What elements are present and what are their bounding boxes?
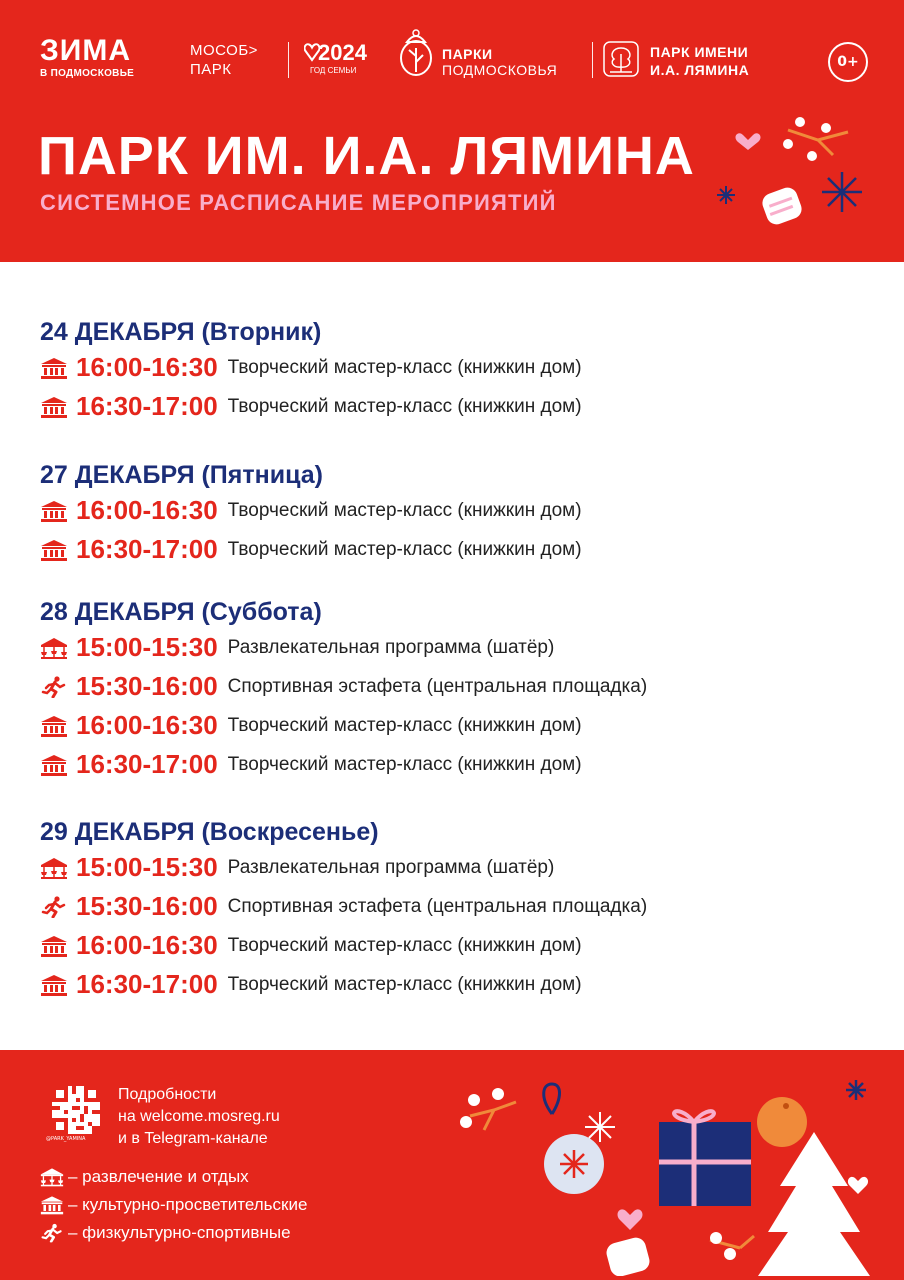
event-time: 15:00-15:30	[76, 632, 218, 662]
footer-banner	[0, 1050, 904, 1280]
logo-park-line1: ПАРК ИМЕНИ	[650, 44, 749, 60]
museum-icon	[40, 539, 68, 561]
event-item	[40, 706, 647, 745]
event-description: Творческий мастер-класс (книжкин дом)	[227, 538, 582, 560]
event-time: 16:30-17:00	[76, 749, 218, 779]
event-description: Творческий мастер-класс (книжкин дом)	[227, 753, 582, 775]
schedule-day-24	[40, 316, 582, 426]
event-item	[40, 745, 647, 784]
legend-text: – развлечение и отдых	[68, 1167, 249, 1186]
event-description: Развлекательная программа (шатёр)	[227, 856, 555, 878]
logo-zima-sub: В ПОДМОСКОВЬЕ	[40, 68, 135, 79]
legend-text: – культурно-просветительские	[68, 1195, 308, 1214]
logo-mosobpark-line1: МОСОБ>	[190, 42, 258, 59]
page-subtitle: СИСТЕМНОЕ РАСПИСАНИЕ МЕРОПРИЯТИЙ	[40, 190, 557, 215]
event-item	[40, 491, 582, 530]
event-time: 15:30-16:00	[76, 671, 218, 701]
page-title: ПАРК ИМ. И.А. ЛЯМИНА	[38, 126, 695, 186]
schedule-day-28	[40, 596, 647, 784]
qr-caption: @PARK_YAMINA	[46, 1136, 86, 1142]
museum-icon	[40, 974, 68, 996]
event-item	[40, 848, 647, 887]
schedule-day-27	[40, 459, 582, 569]
event-item	[40, 348, 582, 387]
footer-info	[118, 1084, 280, 1150]
museum-icon	[40, 754, 68, 776]
runner-icon	[40, 896, 68, 918]
carousel-icon	[40, 1167, 64, 1187]
legend-item-culture	[40, 1192, 307, 1218]
divider	[288, 42, 289, 78]
museum-icon	[40, 357, 68, 379]
legend-text: – физкультурно-спортивные	[68, 1223, 291, 1242]
day-title: 24 ДЕКАБРЯ (Вторник)	[40, 318, 322, 346]
logo-park-line2: И.А. ЛЯМИНА	[650, 62, 750, 78]
event-item	[40, 926, 647, 965]
qr-code[interactable]	[52, 1086, 100, 1134]
event-time: 16:30-17:00	[76, 969, 218, 999]
logo-2024: 2024	[318, 40, 367, 65]
day-title: 28 ДЕКАБРЯ (Суббота)	[40, 598, 322, 626]
day-title: 29 ДЕКАБРЯ (Воскресенье)	[40, 818, 379, 846]
day-title: 27 ДЕКАБРЯ (Пятница)	[40, 461, 323, 489]
logo-parki-line2: ПОДМОСКОВЬЯ	[442, 62, 558, 78]
footer-info-link[interactable]: на welcome.mosreg.ru	[118, 1108, 280, 1125]
event-time: 16:00-16:30	[76, 495, 218, 525]
event-description: Творческий мастер-класс (книжкин дом)	[227, 714, 582, 736]
event-item	[40, 965, 647, 1004]
event-description: Развлекательная программа (шатёр)	[227, 636, 555, 658]
header-banner	[0, 0, 904, 262]
event-description: Спортивная эстафета (центральная площадка)	[227, 895, 648, 917]
museum-icon	[40, 396, 68, 418]
event-time: 16:00-16:30	[76, 710, 218, 740]
logo-2024-sub: ГОД СЕМЬИ	[310, 66, 357, 75]
event-description: Творческий мастер-класс (книжкин дом)	[227, 934, 582, 956]
carousel-icon	[40, 857, 68, 879]
runner-icon	[40, 1223, 64, 1243]
qr-code-icon	[52, 1086, 100, 1134]
museum-icon	[40, 1195, 64, 1215]
museum-icon	[40, 500, 68, 522]
event-description: Творческий мастер-класс (книжкин дом)	[227, 356, 582, 378]
event-description: Творческий мастер-класс (книжкин дом)	[227, 973, 582, 995]
event-item	[40, 887, 647, 926]
logo-zima: ЗИМА	[40, 34, 132, 67]
event-item	[40, 387, 582, 426]
carousel-icon	[40, 637, 68, 659]
event-description: Творческий мастер-класс (книжкин дом)	[227, 395, 582, 417]
event-description: Творческий мастер-класс (книжкин дом)	[227, 499, 582, 521]
event-time: 16:00-16:30	[76, 352, 218, 382]
winter-decoration-icon	[708, 110, 868, 230]
event-item	[40, 530, 582, 569]
footer-info-line: и в Telegram-канале	[118, 1130, 268, 1147]
legend-item-entertainment	[40, 1164, 249, 1190]
event-time: 16:30-17:00	[76, 534, 218, 564]
event-time: 15:00-15:30	[76, 852, 218, 882]
event-description: Спортивная эстафета (центральная площадка)	[227, 675, 648, 697]
age-rating-badge: 0+	[828, 42, 868, 82]
park-emblem-icon	[602, 40, 640, 78]
logo-parki-line1: ПАРКИ	[442, 46, 493, 62]
logo-mosobpark-line2: ПАРК	[190, 61, 232, 78]
event-time: 15:30-16:00	[76, 891, 218, 921]
event-item	[40, 667, 647, 706]
event-time: 16:30-17:00	[76, 391, 218, 421]
event-time: 16:00-16:30	[76, 930, 218, 960]
parki-logo-icon	[398, 28, 434, 78]
museum-icon	[40, 935, 68, 957]
footer-info-line: Подробности	[118, 1086, 217, 1103]
legend-item-sport	[40, 1220, 291, 1246]
divider	[592, 42, 593, 78]
museum-icon	[40, 715, 68, 737]
runner-icon	[40, 676, 68, 698]
schedule-day-29	[40, 816, 647, 1004]
event-item	[40, 628, 647, 667]
winter-decoration-icon	[454, 1070, 894, 1276]
